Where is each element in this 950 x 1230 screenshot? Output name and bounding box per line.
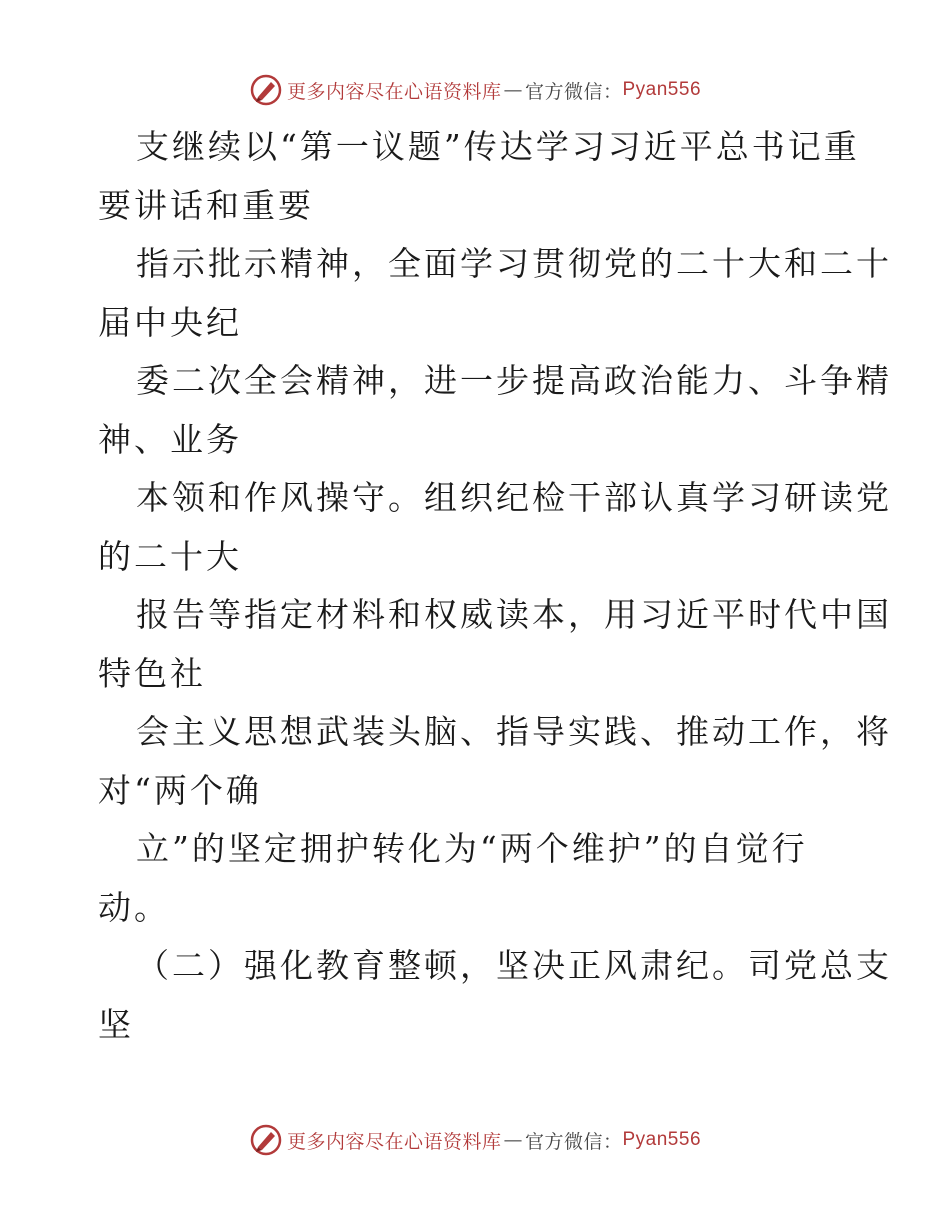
body-line: 要讲话和重要 <box>98 185 314 225</box>
body-line: 特色社 <box>98 653 206 693</box>
body-line: 委二次全会精神，进一步提高政治能力、斗争精 <box>136 361 892 400</box>
header-banner <box>0 70 950 110</box>
body-line: 神、业务 <box>98 419 242 459</box>
body-line: 支继续以“第一议题”传达学习习近平总书记重 <box>136 127 860 166</box>
body-line: 对“两个确 <box>98 770 262 810</box>
body-line: 坚 <box>98 1004 134 1044</box>
footer-wechat-id: Pyan556 <box>622 1129 702 1150</box>
body-line: （二）强化教育整顿，坚决正风肃纪。司党总支 <box>136 946 892 985</box>
body-line: 会主义思想武装头脑、指导实践、推动工作，将 <box>136 712 892 751</box>
footer-wechat-label: 官方微信： <box>524 1130 623 1153</box>
footer-separator: — <box>503 1129 523 1151</box>
pen-logo-icon <box>249 1123 283 1157</box>
body-line: 指示批示精神，全面学习贯彻党的二十大和二十 <box>136 244 892 283</box>
body-line: 届中央纪 <box>98 302 242 342</box>
footer-banner-text: 更多内容尽在心语资料库 <box>286 1130 502 1153</box>
header-wechat-label: 官方微信： <box>524 80 623 103</box>
footer-banner <box>0 1120 950 1160</box>
body-line: 的二十大 <box>98 536 242 576</box>
pen-logo-icon <box>249 73 283 107</box>
body-line: 报告等指定材料和权威读本，用习近平时代中国 <box>136 595 892 634</box>
body-line: 动。 <box>98 887 170 927</box>
header-separator: — <box>503 79 523 101</box>
body-line: 立”的坚定拥护转化为“两个维护”的自觉行 <box>136 829 808 868</box>
header-banner-text: 更多内容尽在心语资料库 <box>286 80 502 103</box>
header-wechat-id: Pyan556 <box>622 79 702 100</box>
body-line: 本领和作风操守。组织纪检干部认真学习研读党 <box>136 478 892 517</box>
document-body <box>98 118 892 1054</box>
